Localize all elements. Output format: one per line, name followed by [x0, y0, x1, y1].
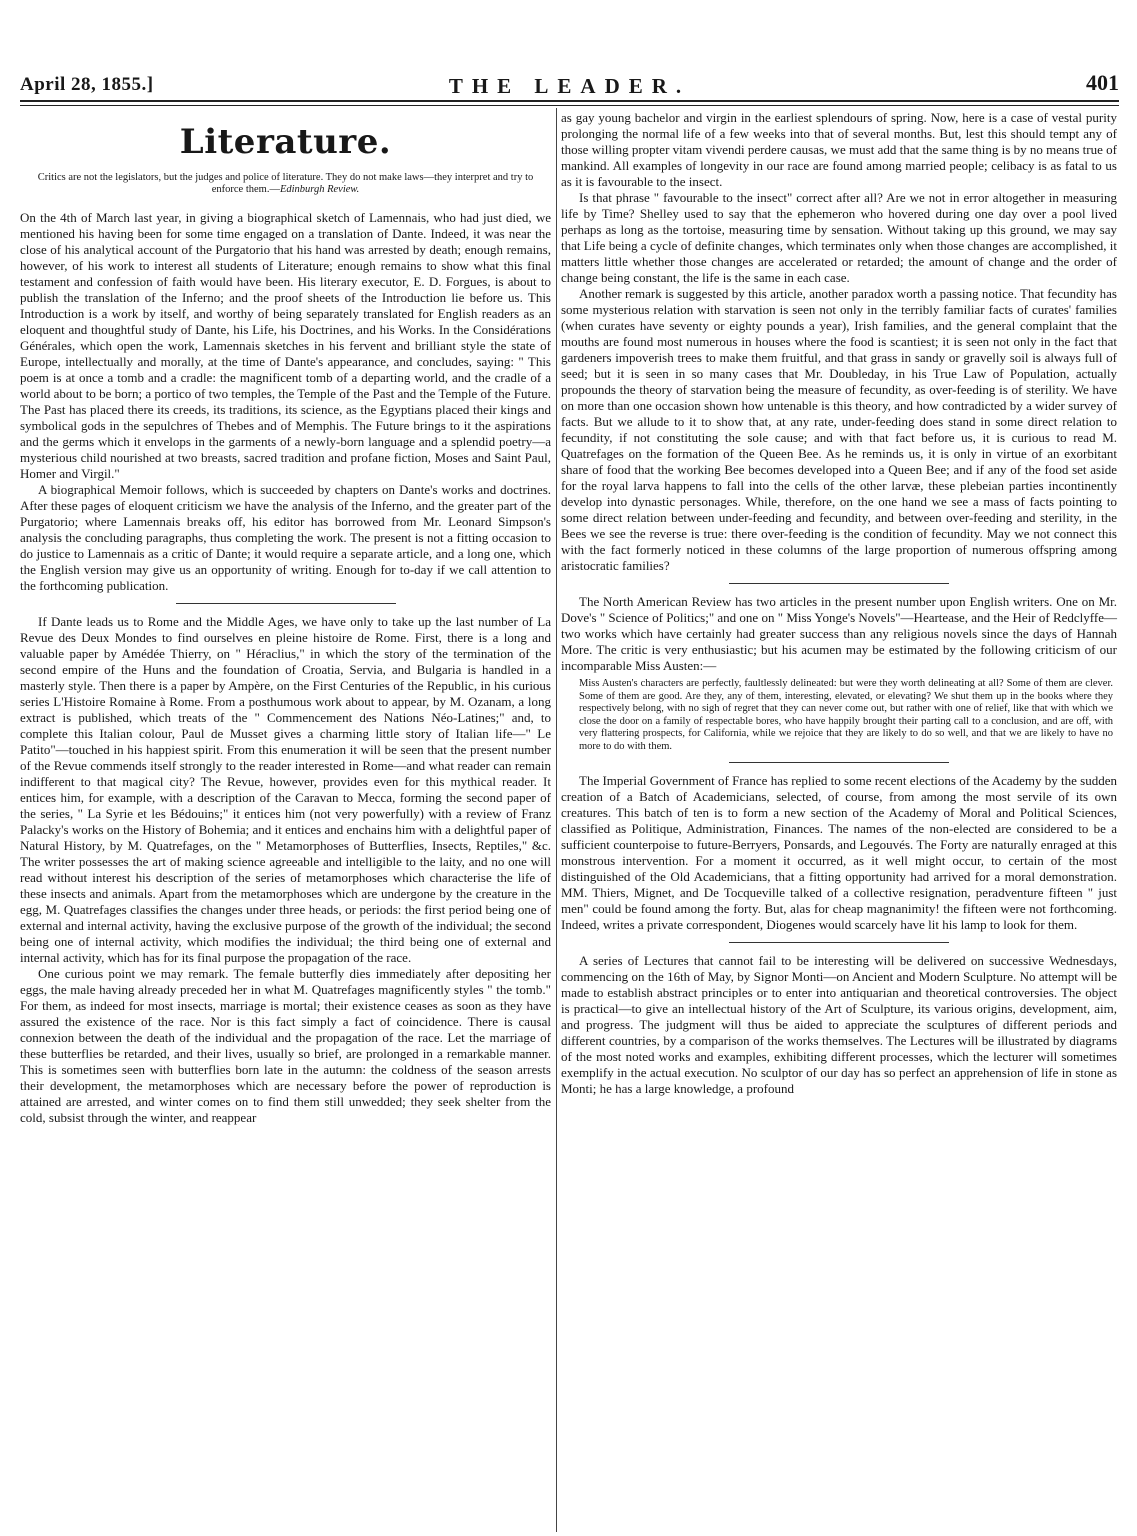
butterfly-continuation: as gay young bachelor and virgin in the earliest splendours of spring. Now, here is a case of vestal purity prolonging the normal life of a few weeks into that of several months. But, lest this should tempt any of those willing propter vitam vivendi perdere causas, we must add that the same thing is by no means true of mankind. All examples of longevity in our race are found among married people; celibacy is as fatal to us as it is favourable to the insect.	[561, 110, 1117, 189]
literature-paragraph-1: On the 4th of March last year, in giving a biographical sketch of Lamennais, who had just died, we mentioned his having been for some time engaged on a translation of Dante. Indeed, it was near the close of his analytical account of the Purgatorio that his hand was arrested by death; enough remains, however, of his work to interest all students of Literature; enough remains to show what this final testament and confession of faith would have been. His literary executor, E. D. Forgues, is about to publish the translation of the Inferno; and the proof sheets of the Introduction lie before us. This Introduction is a work by itself, and worthy of being separately translated for English readers as an eloquent and thoughtful study of Dante, his Life, his Doctrines, and his Works. In the Considérations Générales, which open the work, Lamennais sketches in his fervent and brilliant style the state of Europe, intellectually and morally, at the time of Dante's appearance, and concludes, saying: " This poem is at once a tomb and a cradle: the magnificent tomb of a departing world, and the cradle of a world about to be born; a portico of two temples, the Temple of the Past and the Temple of the Future. The Past has placed there its creeds, its traditions, its science, as the Egyptians placed their kings and symbolical gods in the sepulchres of Thebes and of Memphis. The Future brings to it the aspirations and the germs which it envelops in the garments of a newly-born language and a splendid poetry—a mysterious child nourished at two breasts, sacred tradition and profane fiction, Moses and Saint Paul, Homer and Virgil."	[20, 210, 551, 481]
austen-quote-text: Miss Austen's characters are perfectly, faultlessly delineated: but were they worth delineating at all? Some of them are clever. Some of them are good. Are they, any of them, interesting, elevated, or elevating? We shut them up in the books where they respectively belong, with no sigh of regret that they can never come out, but rather with one of relief, like that with which we close the door on a family of respectable bores, who have happily brought their parting call to a conclusion, and are off, with very flattering prospects, for California, while we rejoice that they are likely to do so well, and that we are likely to have no more to do with them.	[579, 678, 1113, 752]
issue-date: April 28, 1855.]	[20, 74, 154, 95]
section-separator	[729, 583, 949, 584]
header-rule-thick	[20, 100, 1119, 102]
section-title-literature: Literature.	[179, 122, 392, 162]
page-header	[20, 70, 1119, 100]
revue-paragraph-1: If Dante leads us to Rome and the Middle Ages, we have only to take up the last number of La Revue des Deux Mondes to find ourselves en pleine histoire de Rome. First, there is a long and valuable paper by Amédée Thierry, on " Héraclius," in which the story of the termination of the second empire of the Huns and the foundation of Croatia, Servia, and Bulgaria is handled in a masterly style. Then there is a paper by Ampère, on the First Centuries of the Republic, in his curious series L'Histoire Romaine à Rome. From a posthumous work about to appear, by M. Ozanam, a long extract is published, which treats of the " Commencement des Nations Néo-Latines;" and, to complete this Italian colour, Paul de Musset gives a charming little story of Italian life—" Le Patito"—touched in his happiest spirit. From this enumeration it will be seen that the present number of the Revue commends itself strongly to the reader interested in Rome—and what reader can remain indifferent to that magical city? The Revue, however, provides even for this mythical reader. It entices him, for example, with a description of the Caravan to Mecca, forming the second paper of the series, " La Syrie et les Bédouins;" it entices him (not very powerfully) with a review of Franz Palacky's works on the History of Bohemia; and it entices and enchains him with a delightful paper of Natural History, by M. Quatrefages, on the " Metamorphoses of Butterflies, Insects, Reptiles," &c. The writer possesses the art of making science agreeable and intelligible to the laity, and no one will read without interest his description of the series of metamorphoses which characterise the life of these insects and animals. Apart from the metamorphoses which are undergone by the creature in the egg, M. Quatrefages classifies the changes under three heads, or periods: the first period being one of external and internal activity, having the exclusive purpose of the growth of the individual; the second being one of internal activity, which modifies the individual; the third being one of external and internal activity, which has for its final purpose the propagation of the race.	[20, 614, 551, 965]
section-separator	[729, 942, 949, 943]
right-column	[561, 110, 1117, 1097]
north-american-review-paragraph: The North American Review has two articles in the present number upon English writers. One on Mr. Dove's " Science of Politics;" and one on " Miss Yonge's Novels"—Heartease, and the Heir of Redclyffe—two works which have certainly had greater success than any religious novels since the days of Hannah More. The critic is very enthusiastic; but his acumen may be estimated by the following criticism of our incomparable Miss Austen:—	[561, 594, 1117, 673]
literature-paragraph-2: A biographical Memoir follows, which is succeeded by chapters on Dante's works and doctrines. After these pages of eloquent criticism we have the analysis of the Inferno, and the greater part of the Purgatorio; where Lamennais breaks off, his editor has borrowed from Mr. Leonard Simpson's analysis the concluding paragraphs, thus completing the work. The present is not a fitting occasion to do justice to Lamennais as a critic of Dante; it would require a separate article, and a long one, which the English version may give us an opportunity of writing. Enough for to-day if we call attention to the forthcoming publication.	[20, 482, 551, 593]
motto-text: Critics are not the legislators, but the judges and police of literature. They do not make laws—they interpret and try to enforce them.—	[37, 172, 534, 195]
time-paragraph: Is that phrase " favourable to the insect" correct after all? Are we not in error altogether in measuring life by Time? Shelley used to say that the ephemeron who hovered during one day over a pool lived perhaps as long as the tortoise, measuring time by sensation. Without taking up this ground, we may say that Life being a cycle of definite changes, which terminates only when those changes are accomplished, it matters little whether those changes are accelerated or retarded; the amount of change and the order of change being constant, the life is the same in each case.	[561, 190, 1117, 285]
lectures-paragraph: A series of Lectures that cannot fail to be interesting will be delivered on successive Wednesdays, commencing on the 16th of May, by Signor Monti—on Ancient and Modern Sculpture. No attempt will be made to establish abstract principles or to enter into antiquarian and theoretical controversies. The object is practical—to give an intellectual history of the Art of Sculpture, its various origins, development, aim, and progress. The judgment will thus be aided to appreciate the sculptures of different periods and different countries, by a comparison of the works themselves. The Lectures will be illustrated by diagrams of the most noted works and examples, exhibiting different processes, which the lecturer will sometimes exemplify in the actual execution. No sculptor of our day has so perfect an apprehension of life in stone as Monti; he has a large knowledge, a profound	[561, 953, 1117, 1096]
column-divider	[556, 108, 557, 1532]
header-rule-thin	[20, 105, 1119, 106]
left-column	[20, 110, 551, 1126]
academy-paragraph: The Imperial Government of France has replied to some recent elections of the Academy by the sudden creation of a Batch of Academicians, selected, of course, from among the most servile of its own creatures. This batch of ten is to form a new section of the Academy of Moral and Political Sciences, classified as Politique, Administration, Finances. The names of the non-elected are considered to be a sufficient counterpoise to future-Berryers, Ponsards, and Legouvés. The Forty are naturally enraged at this monstrous intervention. For a moment it occurred, as it well might occur, to certain of the most distinguished of the Old Academicians, that a fitting opportunity had arrived for a moral demonstration. MM. Thiers, Mignet, and De Tocqueville talked of a collective resignation, peradventure fifteen " just men" could be found among the forty. But, alas for cheap magnanimity! the fifteen were not forthcoming. Indeed, writes a private correspondent, Diogenes would scarcely have lit his lamp to look for them.	[561, 773, 1117, 932]
austen-quote	[579, 678, 1113, 753]
section-motto	[26, 172, 545, 196]
section-separator	[176, 603, 396, 604]
masthead-title: THE LEADER.	[448, 74, 691, 98]
motto-source: Edinburgh Review.	[279, 184, 360, 195]
section-separator	[729, 762, 949, 763]
revue-paragraph-2: One curious point we may remark. The female butterfly dies immediately after depositing her eggs, the male having already preceded her in what M. Quatrefages magnificently styles " the tomb." For them, as indeed for most insects, marriage is mortal; their existence ceases as soon as they have assured the existence of the race. Nor is this fact simply a fact of coincidence. There is causal connexion between the death of the individual and the propagation of the race. Let the marriage of these butterflies be retarded, and their lives, usually so brief, are prolonged in a remarkable manner. This is sometimes seen with butterflies born late in the autumn: the coldness of the season arrests their development, the metamorphoses which are necessary before the power of reproduction is attained are arrested, and winter comes on to find them still unwedded; they seek shelter from the cold, subsist through the winter, and reappear	[20, 966, 551, 1125]
fecundity-paragraph: Another remark is suggested by this article, another paradox worth a passing notice. That fecundity has some mysterious relation with starvation is seen not only in the terribly familiar facts of curates' families (when curates have seventy or eighty pounds a year), Irish families, and the general complaint that the mouths are found most numerous in houses where the food is scantiest; it is seen not only in the fact that gardeners impoverish trees to make them fruitful, and that grass in sandy or gravelly soil is always full of seed; but it is seen in so many cases that Mr. Doubleday, in his True Law of Population, actually propounds the theory of starvation being the measure of fecundity, as over-feeding is of sterility. We have on more than one occasion shown how untenable is this theory, and how contradicted by a wider survey of facts. But we allude to it to show that, at any rate, under-feeding does stand in some direct relation to fecundity, if not constituting the sole cause; and with that fact before us, it is curious to read M. Quatrefages on the formation of the Queen Bee. As he reminds us, it is only in virtue of an exorbitant share of food that the working Bee becomes developed into a Queen Bee; and if any of the food set aside for the royal larva happens to fall into the cells of the other larvæ, these plebeian parties incontinently develop into dynastic personages. While, therefore, on the one hand we see a mass of facts pointing to some direct relation between under-feeding and fecundity, and between over-feeding and sterility, in the Bees we see the reverse is true: there over-feeding is the condition of fecundity. May we not connect this with the fact formerly noticed in these columns of the large proportion of numerous offspring among aristocratic families?	[561, 286, 1117, 573]
page-number: 401	[1086, 70, 1119, 95]
